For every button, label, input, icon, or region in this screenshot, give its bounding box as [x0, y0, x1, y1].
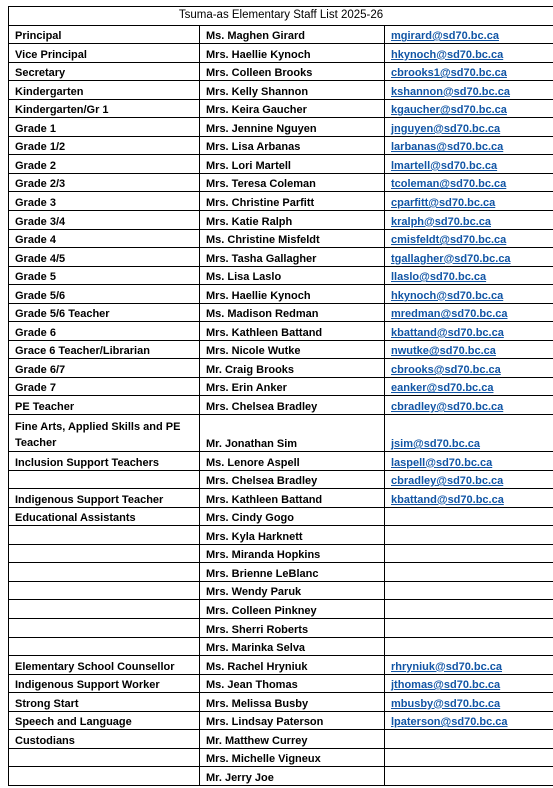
- email-cell: [385, 767, 553, 786]
- email-cell: [385, 44, 553, 63]
- email-cell: [385, 155, 553, 174]
- email-link[interactable]: llaslo@sd70.bc.ca: [391, 271, 487, 284]
- email-cell: [385, 507, 553, 526]
- email-cell: [385, 192, 553, 211]
- staff-name-cell: Ms. Madison Redman: [200, 303, 385, 322]
- role-cell: Educational Assistants: [9, 507, 200, 526]
- role-cell: Grade 2/3: [9, 173, 200, 192]
- table-row: [9, 359, 553, 378]
- table-row: [9, 489, 553, 508]
- role-cell: Grade 3/4: [9, 211, 200, 230]
- table-row: [9, 693, 553, 712]
- staff-list-body: [9, 7, 553, 786]
- email-link[interactable]: kshannon@sd70.bc.ca: [391, 85, 510, 98]
- staff-name-cell: Mrs. Kelly Shannon: [200, 81, 385, 100]
- staff-name-cell: Mrs. Haellie Kynoch: [200, 44, 385, 63]
- role-cell: Grade 7: [9, 377, 200, 396]
- table-row: [9, 44, 553, 63]
- staff-name-cell: Mrs. Wendy Paruk: [200, 581, 385, 600]
- staff-name-cell: Mrs. Miranda Hopkins: [200, 544, 385, 563]
- email-cell: [385, 544, 553, 563]
- table-row: [9, 563, 553, 582]
- staff-name-cell: Mrs. Colleen Brooks: [200, 62, 385, 81]
- email-cell: [385, 396, 553, 415]
- table-row: [9, 507, 553, 526]
- table-row: [9, 303, 553, 322]
- staff-name-cell: Mrs. Lindsay Paterson: [200, 711, 385, 730]
- email-link[interactable]: kgaucher@sd70.bc.ca: [391, 104, 507, 117]
- email-link[interactable]: larbanas@sd70.bc.ca: [391, 141, 504, 154]
- table-row: [9, 656, 553, 675]
- role-cell: [9, 563, 200, 582]
- email-cell: [385, 118, 553, 137]
- email-cell: [385, 248, 553, 267]
- staff-list-table: [8, 6, 553, 786]
- staff-name-cell: Mrs. Haellie Kynoch: [200, 285, 385, 304]
- email-link[interactable]: mgirard@sd70.bc.ca: [391, 30, 499, 43]
- role-cell: Fine Arts, Applied Skills and PE Teacher: [9, 415, 200, 452]
- staff-name-cell: Mrs. Kathleen Battand: [200, 489, 385, 508]
- table-row: [9, 581, 553, 600]
- email-cell: [385, 340, 553, 359]
- email-cell: [385, 563, 553, 582]
- staff-name-cell: Mrs. Tasha Gallagher: [200, 248, 385, 267]
- email-link[interactable]: cbrooks@sd70.bc.ca: [391, 363, 501, 376]
- staff-name-cell: Ms. Christine Misfeldt: [200, 229, 385, 248]
- role-cell: Strong Start: [9, 693, 200, 712]
- role-cell: Grade 3: [9, 192, 200, 211]
- staff-name-cell: Mrs. Teresa Coleman: [200, 173, 385, 192]
- staff-name-cell: Mrs. Michelle Vigneux: [200, 748, 385, 767]
- table-row: [9, 600, 553, 619]
- table-row: [9, 452, 553, 471]
- staff-name-cell: Mrs. Christine Parfitt: [200, 192, 385, 211]
- email-cell: [385, 526, 553, 545]
- table-row: [9, 266, 553, 285]
- email-link[interactable]: eanker@sd70.bc.ca: [391, 382, 494, 395]
- staff-name-cell: Mrs. Chelsea Bradley: [200, 396, 385, 415]
- staff-name-cell: Mrs. Keira Gaucher: [200, 99, 385, 118]
- email-cell: [385, 470, 553, 489]
- staff-name-cell: Ms. Lenore Aspell: [200, 452, 385, 471]
- email-cell: [385, 266, 553, 285]
- role-cell: Grade 1/2: [9, 136, 200, 155]
- role-cell: Grade 5/6 Teacher: [9, 303, 200, 322]
- role-cell: Grade 4: [9, 229, 200, 248]
- role-cell: Elementary School Counsellor: [9, 656, 200, 675]
- email-cell: [385, 211, 553, 230]
- staff-name-cell: Mr. Jonathan Sim: [200, 415, 385, 452]
- role-cell: Indigenous Support Teacher: [9, 489, 200, 508]
- staff-name-cell: Mr. Jerry Joe: [200, 767, 385, 786]
- email-cell: [385, 730, 553, 749]
- table-row: [9, 99, 553, 118]
- role-cell: [9, 637, 200, 656]
- email-cell: [385, 62, 553, 81]
- email-cell: [385, 359, 553, 378]
- table-row: [9, 229, 553, 248]
- role-cell: Grade 5/6: [9, 285, 200, 304]
- staff-name-cell: Mrs. Brienne LeBlanc: [200, 563, 385, 582]
- table-row: [9, 730, 553, 749]
- role-cell: Kindergarten/Gr 1: [9, 99, 200, 118]
- role-cell: [9, 526, 200, 545]
- email-link[interactable]: lmartell@sd70.bc.ca: [391, 159, 498, 172]
- role-cell: [9, 767, 200, 786]
- staff-name-cell: Ms. Lisa Laslo: [200, 266, 385, 285]
- email-cell: [385, 415, 553, 452]
- email-cell: [385, 489, 553, 508]
- email-link[interactable]: kbattand@sd70.bc.ca: [391, 493, 504, 506]
- email-cell: [385, 674, 553, 693]
- email-cell: [385, 748, 553, 767]
- staff-list-title: Tsuma-as Elementary Staff List 2025-26: [9, 7, 553, 26]
- email-link[interactable]: jsim@sd70.bc.ca: [391, 438, 480, 451]
- title-row: [9, 7, 553, 26]
- table-row: [9, 285, 553, 304]
- table-row: [9, 62, 553, 81]
- staff-name-cell: Ms. Rachel Hryniuk: [200, 656, 385, 675]
- email-cell: [385, 81, 553, 100]
- role-cell: Inclusion Support Teachers: [9, 452, 200, 471]
- email-cell: [385, 25, 553, 44]
- role-cell: Grade 2: [9, 155, 200, 174]
- table-row: [9, 81, 553, 100]
- table-row: [9, 748, 553, 767]
- staff-name-cell: Mrs. Lori Martell: [200, 155, 385, 174]
- email-cell: [385, 711, 553, 730]
- role-cell: Indigenous Support Worker: [9, 674, 200, 693]
- role-cell: Grade 6: [9, 322, 200, 341]
- table-row: [9, 526, 553, 545]
- staff-name-cell: Ms. Jean Thomas: [200, 674, 385, 693]
- email-cell: [385, 303, 553, 322]
- table-row: [9, 674, 553, 693]
- staff-name-cell: Ms. Maghen Girard: [200, 25, 385, 44]
- table-row: [9, 25, 553, 44]
- email-link[interactable]: cbradley@sd70.bc.ca: [391, 401, 504, 414]
- table-row: [9, 192, 553, 211]
- staff-name-cell: Mrs. Melissa Busby: [200, 693, 385, 712]
- email-link[interactable]: hkynoch@sd70.bc.ca: [391, 289, 504, 302]
- role-cell: Grade 5: [9, 266, 200, 285]
- email-link[interactable]: kbattand@sd70.bc.ca: [391, 326, 504, 339]
- email-link[interactable]: cbrooks1@sd70.bc.ca: [391, 67, 507, 80]
- role-cell: Grade 1: [9, 118, 200, 137]
- role-cell: [9, 544, 200, 563]
- table-row: [9, 637, 553, 656]
- table-row: [9, 340, 553, 359]
- staff-name-cell: Mrs. Marinka Selva: [200, 637, 385, 656]
- table-row: [9, 173, 553, 192]
- role-cell: Speech and Language: [9, 711, 200, 730]
- email-link[interactable]: rhryniuk@sd70.bc.ca: [391, 660, 502, 673]
- staff-name-cell: Mrs. Erin Anker: [200, 377, 385, 396]
- table-row: [9, 377, 553, 396]
- role-cell: Grace 6 Teacher/Librarian: [9, 340, 200, 359]
- email-cell: [385, 136, 553, 155]
- email-cell: [385, 693, 553, 712]
- email-link[interactable]: jnguyen@sd70.bc.ca: [391, 122, 501, 135]
- email-cell: [385, 322, 553, 341]
- staff-name-cell: Mrs. Katie Ralph: [200, 211, 385, 230]
- email-link[interactable]: tcoleman@sd70.bc.ca: [391, 178, 507, 191]
- table-row: [9, 470, 553, 489]
- email-link[interactable]: hkynoch@sd70.bc.ca: [391, 48, 504, 61]
- table-row: [9, 767, 553, 786]
- table-row: [9, 211, 553, 230]
- email-cell: [385, 229, 553, 248]
- role-cell: [9, 748, 200, 767]
- role-cell: [9, 470, 200, 489]
- email-link[interactable]: lpaterson@sd70.bc.ca: [391, 716, 508, 729]
- role-cell: Principal: [9, 25, 200, 44]
- email-cell: [385, 99, 553, 118]
- role-cell: Secretary: [9, 62, 200, 81]
- email-link[interactable]: cbradley@sd70.bc.ca: [391, 475, 504, 488]
- table-row: [9, 415, 553, 452]
- staff-name-cell: Mr. Craig Brooks: [200, 359, 385, 378]
- staff-name-cell: Mrs. Sherri Roberts: [200, 618, 385, 637]
- email-link[interactable]: kralph@sd70.bc.ca: [391, 215, 491, 228]
- staff-name-cell: Mrs. Nicole Wutke: [200, 340, 385, 359]
- email-link[interactable]: cparfitt@sd70.bc.ca: [391, 197, 496, 210]
- staff-name-cell: Mrs. Kyla Harknett: [200, 526, 385, 545]
- table-row: [9, 322, 553, 341]
- email-cell: [385, 637, 553, 656]
- role-cell: [9, 581, 200, 600]
- email-link[interactable]: mredman@sd70.bc.ca: [391, 308, 508, 321]
- table-row: [9, 118, 553, 137]
- email-cell: [385, 173, 553, 192]
- staff-name-cell: Mr. Matthew Currey: [200, 730, 385, 749]
- staff-name-cell: Mrs. Colleen Pinkney: [200, 600, 385, 619]
- email-link[interactable]: laspell@sd70.bc.ca: [391, 456, 493, 469]
- staff-name-cell: Mrs. Lisa Arbanas: [200, 136, 385, 155]
- role-cell: Grade 6/7: [9, 359, 200, 378]
- table-row: [9, 136, 553, 155]
- role-cell: Kindergarten: [9, 81, 200, 100]
- role-cell: Vice Principal: [9, 44, 200, 63]
- email-cell: [385, 600, 553, 619]
- staff-name-cell: Mrs. Kathleen Battand: [200, 322, 385, 341]
- email-cell: [385, 581, 553, 600]
- email-cell: [385, 377, 553, 396]
- staff-name-cell: Mrs. Jennine Nguyen: [200, 118, 385, 137]
- table-row: [9, 618, 553, 637]
- role-cell: Grade 4/5: [9, 248, 200, 267]
- table-row: [9, 544, 553, 563]
- staff-name-cell: Mrs. Cindy Gogo: [200, 507, 385, 526]
- email-cell: [385, 656, 553, 675]
- email-link[interactable]: tgallagher@sd70.bc.ca: [391, 252, 511, 265]
- table-row: [9, 711, 553, 730]
- email-cell: [385, 618, 553, 637]
- role-cell: PE Teacher: [9, 396, 200, 415]
- role-cell: [9, 618, 200, 637]
- email-cell: [385, 285, 553, 304]
- email-cell: [385, 452, 553, 471]
- role-cell: Custodians: [9, 730, 200, 749]
- email-link[interactable]: nwutke@sd70.bc.ca: [391, 345, 496, 358]
- staff-name-cell: Mrs. Chelsea Bradley: [200, 470, 385, 489]
- email-link[interactable]: cmisfeldt@sd70.bc.ca: [391, 234, 507, 247]
- email-link[interactable]: mbusby@sd70.bc.ca: [391, 697, 501, 710]
- table-row: [9, 155, 553, 174]
- table-row: [9, 248, 553, 267]
- table-row: [9, 396, 553, 415]
- role-cell: [9, 600, 200, 619]
- email-link[interactable]: jthomas@sd70.bc.ca: [391, 679, 501, 692]
